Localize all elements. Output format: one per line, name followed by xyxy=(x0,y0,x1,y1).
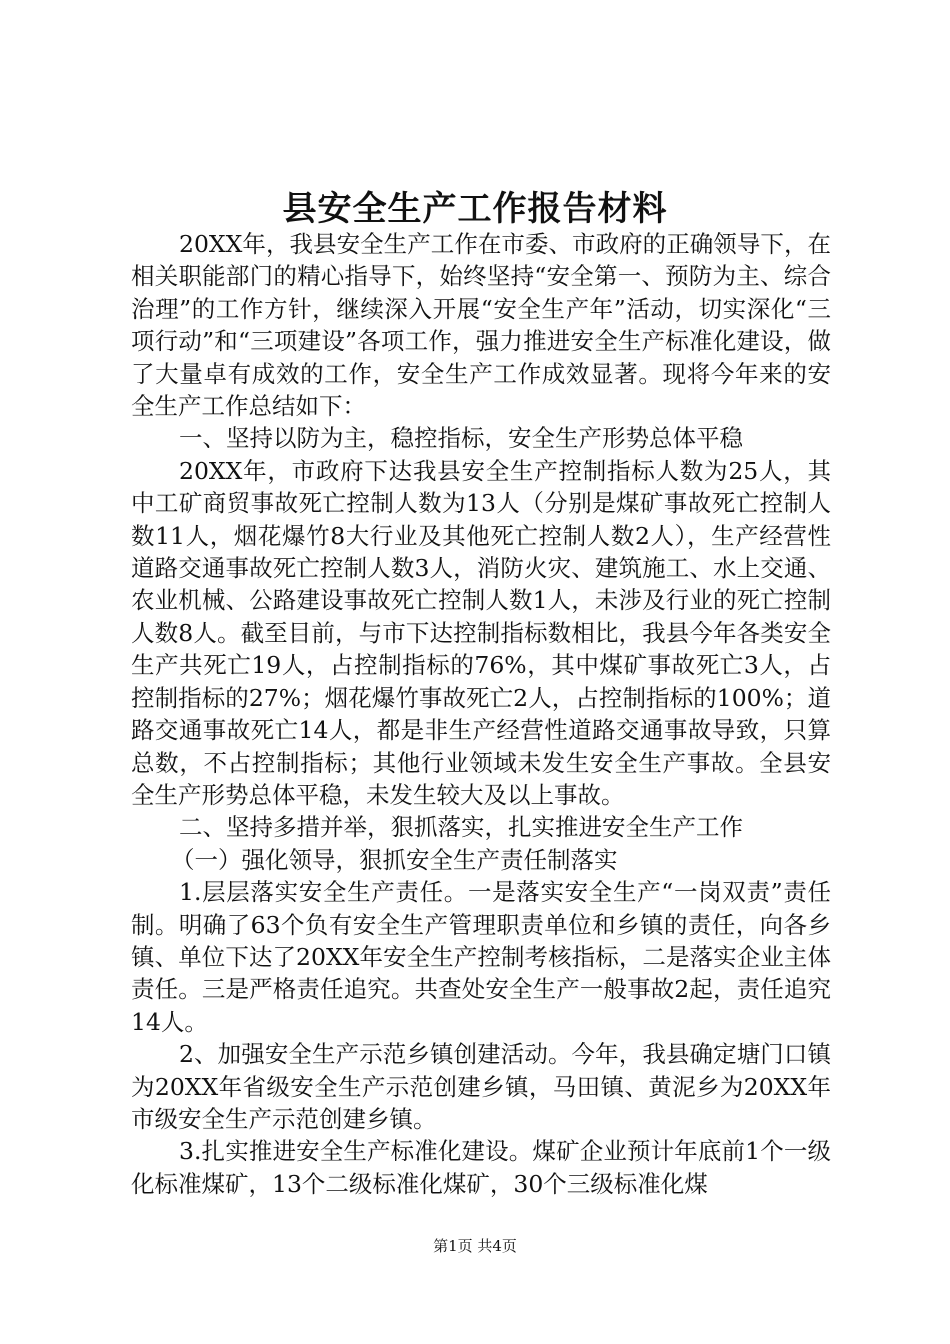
page-footer: 第1页 共4页 xyxy=(433,1237,517,1255)
item-paragraph-2: 2、加强安全生产示范乡镇创建活动。今年，我县确定塘门口镇为20XX年省级安全生产示范创建乡镇，马田镇、黄泥乡为20XX年市级安全生产示范创建乡镇。 xyxy=(131,1040,831,1133)
document-title: 县安全生产工作报告材料 xyxy=(282,189,668,229)
section-heading-1: 一、坚持以防为主，稳控指标，安全生产形势总体平稳 xyxy=(179,424,743,453)
document-body xyxy=(131,228,831,1200)
intro-paragraph: 20XX年，我县安全生产工作在市委、市政府的正确领导下，在相关职能部门的精心指导下，始终坚持“安全第一、预防为主、综合治理”的工作方针，继续深入开展“安全生产年”活动，切实深化“三项行动”和“三项建设”各项工作，强力推进安全生产标准化建设，做了大量卓有成效的工作，安全生产工作成效显著。现将今年来的安全生产工作总结如下： xyxy=(131,230,831,421)
section-heading-2: 二、坚持多措并举，狠抓落实，扎实推进安全生产工作 xyxy=(179,813,743,842)
section-1-paragraph: 20XX年，市政府下达我县安全生产控制指标人数为25人，其中工矿商贸事故死亡控制人数为13人（分别是煤矿事故死亡控制人数11人，烟花爆竹8大行业及其他死亡控制人数2人），生产经营性道路交通事故死亡控制人数3人，消防火灾、建筑施工、水上交通、农业机械、公路建设事故死亡控制人数1人，未涉及行业的死亡控制人数8人。截至目前，与市下达控制指标数相比，我县今年各类安全生产共死亡19人，占控制指标的76%，其中煤矿事故死亡3人，占控制指标的27%；烟花爆竹事故死亡2人，占控制指标的100%；道路交通事故死亡14人，都是非生产经营性道路交通事故导致，只算总数，不占控制指标；其他行业领域未发生安全生产事故。全县安全生产形势总体平稳，未发生较大及以上事故。 xyxy=(131,456,831,809)
item-paragraph-1: 1.层层落实安全生产责任。一是落实安全生产“一岗双责”责任制。明确了63个负有安全生产管理职责单位和乡镇的责任，向各乡镇、单位下达了20XX年安全生产控制考核指标，二是落实企业主体责任。三是严格责任追究。共查处安全生产一般事故2起，责任追究14人。 xyxy=(131,878,831,1036)
item-paragraph-3: 3.扎实推进安全生产标准化建设。煤矿企业预计年底前1个一级化标准煤矿，13个二级标准化煤矿，30个三级标准化煤 xyxy=(131,1137,831,1198)
subsection-heading-1: （一）强化领导，狠抓安全生产责任制落实 xyxy=(171,845,618,874)
